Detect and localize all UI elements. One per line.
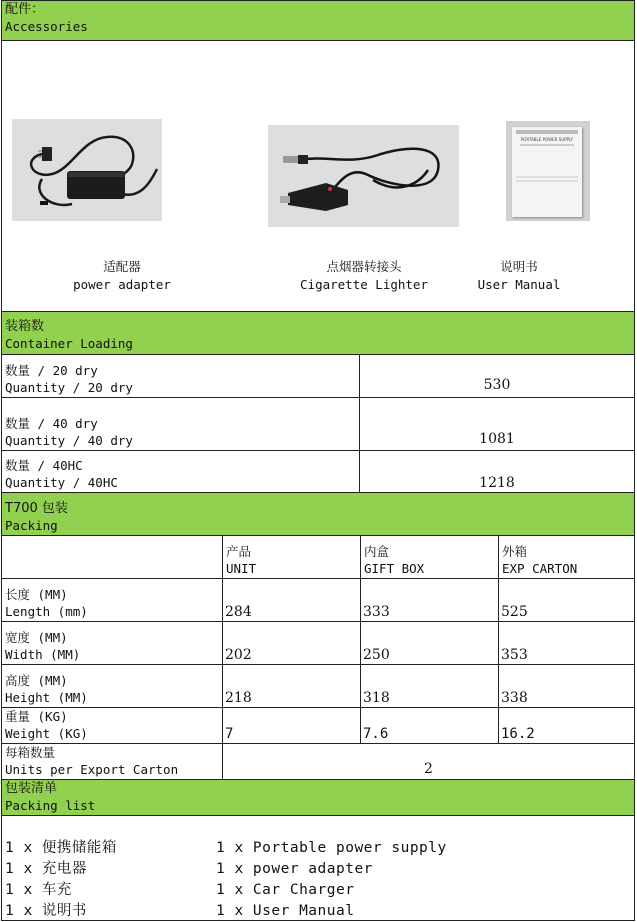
loading-label	[5, 457, 118, 491]
row-label-en: Width (MM)	[5, 647, 81, 662]
loading-label-zh: 数量 / 20 dry	[5, 363, 98, 378]
row-label-zh: 重量 (KG)	[5, 709, 68, 724]
spec-sheet	[1, 0, 635, 921]
row-label-zh: 每箱数量	[5, 745, 56, 760]
packing-header	[2, 493, 634, 536]
value-cell	[361, 579, 499, 621]
row-label	[5, 672, 88, 706]
row-label-cell	[2, 708, 223, 743]
packing-row-width	[2, 622, 634, 665]
loading-header	[2, 312, 634, 355]
value-cell	[499, 579, 634, 621]
row-label-zh: 长度 (MM)	[5, 587, 68, 602]
packing-list-header	[2, 780, 634, 816]
column-header-en: EXP CARTON	[502, 561, 578, 576]
units-per-carton-value: 2	[424, 761, 433, 777]
column-header-gift-box	[361, 536, 499, 578]
value-cell	[223, 579, 361, 621]
loading-label-zh: 数量 / 40HC	[5, 458, 83, 473]
power-adapter-image	[12, 119, 162, 221]
packing-list-item: 1 x 说明书	[5, 903, 87, 919]
row-label-zh: 高度 (MM)	[5, 673, 68, 688]
user-manual-image	[506, 121, 590, 221]
cell-value: 16.2	[501, 726, 535, 742]
packing-list-item: 1 x 充电器	[5, 861, 87, 877]
row-label-en: Weight (KG)	[5, 726, 88, 741]
column-header-label	[364, 543, 424, 577]
value-cell	[223, 665, 361, 707]
loading-label-en: Quantity / 40HC	[5, 475, 118, 490]
accessory-name-en: User Manual	[477, 277, 561, 292]
row-label-en: Units per Export Carton	[5, 762, 179, 777]
column-header-label	[226, 543, 256, 577]
column-header-unit	[223, 536, 361, 578]
row-label	[5, 629, 80, 663]
row-label-cell	[2, 744, 223, 779]
packing-list-item: 1 x 便携储能箱	[5, 840, 117, 856]
row-label	[5, 744, 178, 778]
cell-value: 7	[225, 726, 234, 742]
loading-label-cell	[2, 451, 360, 492]
column-header-en: GIFT BOX	[364, 561, 425, 576]
loading-label	[5, 415, 133, 449]
accessories-header	[2, 1, 634, 41]
accessory-name-zh: 说明书	[500, 259, 538, 274]
value-cell	[499, 665, 634, 707]
accessory-caption-adapter	[62, 258, 182, 294]
accessory-caption-manual	[464, 258, 574, 294]
packing-list-title-zh: 包装清单	[5, 781, 58, 796]
row-label-cell	[2, 622, 223, 664]
cell-value: 250	[363, 647, 390, 663]
cell-value: 218	[225, 690, 252, 706]
units-per-carton-row	[2, 744, 634, 780]
cell-value: 318	[363, 690, 390, 706]
packing-title-zh: T700 包装	[5, 501, 68, 516]
packing-row-height	[2, 665, 634, 708]
accessory-name-en: Cigarette Lighter	[300, 277, 428, 292]
value-cell	[361, 708, 499, 743]
column-header-exp-carton	[499, 536, 634, 578]
loading-row	[2, 355, 634, 398]
value-cell	[223, 622, 361, 664]
accessory-name-zh: 适配器	[103, 259, 141, 274]
column-header-zh: 外箱	[502, 544, 528, 559]
loading-row	[2, 398, 634, 451]
accessories-title-zh: 配件：	[5, 2, 45, 17]
column-header-zh: 产品	[226, 544, 252, 559]
value-cell	[499, 622, 634, 664]
loading-value: 1081	[479, 431, 515, 447]
row-label-en: Length (mm)	[5, 604, 88, 619]
packing-list-item: 1 x power adapter	[216, 861, 373, 877]
cell-value: 202	[225, 647, 252, 663]
row-label-en: Height (MM)	[5, 690, 88, 705]
row-label	[5, 708, 88, 742]
packing-title-en: Packing	[5, 518, 58, 533]
packing-list-item: 1 x User Manual	[216, 903, 355, 919]
row-label-cell	[2, 665, 223, 707]
packing-row-weight	[2, 708, 634, 744]
packing-list-item: 1 x Portable power supply	[216, 840, 447, 856]
value-cell	[499, 708, 634, 743]
accessory-name-zh: 点烟器转接头	[326, 259, 402, 274]
packing-list-zh	[5, 838, 117, 922]
loading-label	[5, 362, 133, 396]
accessory-caption-lighter	[274, 258, 454, 294]
row-label	[5, 586, 88, 620]
packing-list-item: 1 x 车充	[5, 882, 72, 898]
loading-value: 530	[483, 377, 511, 393]
cigarette-lighter-image	[268, 125, 459, 227]
loading-label-cell	[2, 398, 360, 450]
packing-list-item: 1 x Car Charger	[216, 882, 355, 898]
value-cell	[361, 622, 499, 664]
cell-value: 353	[501, 647, 528, 663]
accessories-panel	[2, 41, 634, 312]
loading-label-cell	[2, 355, 360, 397]
column-header-label	[502, 543, 577, 577]
loading-title-zh: 装箱数	[5, 319, 45, 334]
packing-corner-cell	[2, 536, 223, 578]
packing-list-body	[2, 816, 634, 922]
manual-cover	[512, 127, 582, 217]
value-cell	[223, 708, 361, 743]
loading-value: 1218	[479, 475, 515, 491]
cell-value: 338	[501, 690, 528, 706]
loading-row	[2, 451, 634, 493]
packing-row-length	[2, 579, 634, 622]
loading-title-en: Container Loading	[5, 336, 133, 351]
row-label-cell	[2, 579, 223, 621]
cell-value: 525	[501, 604, 528, 620]
value-cell	[361, 665, 499, 707]
accessories-title-en: Accessories	[5, 19, 88, 34]
loading-label-en: Quantity / 40 dry	[5, 433, 133, 448]
packing-list-title-en: Packing list	[5, 798, 96, 813]
column-header-zh: 内盒	[364, 544, 390, 559]
cell-value: 284	[225, 604, 252, 620]
packing-columns-row	[2, 536, 634, 579]
loading-label-en: Quantity / 20 dry	[5, 380, 133, 395]
accessory-name-en: power adapter	[73, 277, 171, 292]
manual-cover-title: PORTABLE POWER SUPPLY	[520, 137, 574, 142]
column-header-en: UNIT	[226, 561, 257, 576]
cell-value: 333	[363, 604, 390, 620]
loading-label-zh: 数量 / 40 dry	[5, 416, 98, 431]
row-label-zh: 宽度 (MM)	[5, 630, 68, 645]
packing-list-en	[216, 838, 447, 922]
cell-value: 7.6	[363, 726, 389, 742]
